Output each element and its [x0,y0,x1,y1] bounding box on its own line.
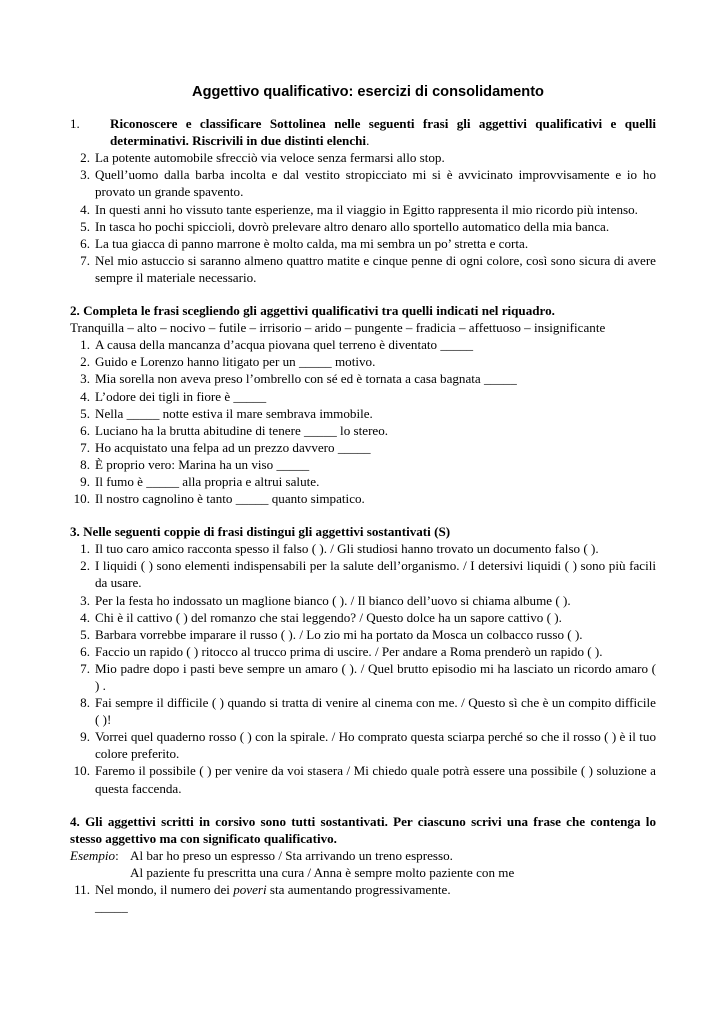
example-line-1 [70,847,656,864]
item-number: 3. [80,167,90,183]
item-number: 3. [80,371,90,387]
item-text-after: sta aumentando progressivamente. [266,882,451,898]
list-item [70,881,656,898]
item-text: Barbara vorrebbe imparare il russo ( ). / Lo zio mi ha portato da Mosca un colbacco russo ( ). [95,626,583,642]
item-text: Il nostro cagnolino è tanto _____ quanto simpatico. [95,491,365,507]
item-number: 2. [80,558,90,574]
list-item [70,694,656,728]
item-number: 5. [80,405,90,421]
list-item [70,166,656,200]
item-number: 2. [80,354,90,370]
word-box: Tranquilla – alto – nocivo – futile – irrisorio – arido – pungente – fradicia – affettuoso – insignificante [70,320,606,336]
list-item [70,218,656,235]
list-item [70,370,656,387]
item-text: Guido e Lorenzo hanno litigato per un _____ motivo. [95,354,376,370]
list-item [70,473,656,490]
item-number: 5. [80,626,90,642]
list-item [70,728,656,762]
section-4 [70,813,656,916]
item-text: Chi è il cattivo ( ) del romanzo che stai leggendo? / Questo dolce ha un sapore cattivo ( ). [95,609,562,625]
item-number: 1. [80,541,90,557]
item-text: Fai sempre il difficile ( ) quando si tratta di venire al cinema con me. / Questo sì che è un compito difficile ( )! [95,695,656,728]
item-number: 9. [80,473,90,489]
section-1-heading [70,115,656,149]
page-title: Aggettivo qualificativo: esercizi di consolidamento [192,84,544,100]
example-text-2: Al paziente fu prescritta una cura / Anna è sempre molto paziente con me [130,864,515,880]
list-item [70,235,656,252]
item-text: L’odore dei tigli in fiore è _____ [95,388,267,404]
item-number: 2. [80,150,90,166]
item-text: In tasca ho pochi spiccioli, dovrò prelevare altro denaro allo sportello automatico della mia banca. [95,218,610,234]
section-4-list [70,881,656,898]
example-label [70,847,119,864]
section-1-list [70,149,656,286]
item-text: Luciano ha la brutta abitudine di tenere _____ lo stereo. [95,422,389,438]
item-number: 8. [80,456,90,472]
item-text-before: Nel mondo, il numero dei [95,882,234,898]
section-2-heading [70,302,656,319]
item-text: La tua giacca di panno marrone è molto calda, ma mi sembra un po’ stretta e corta. [95,235,529,251]
section-4-heading: 4. Gli aggettivi scritti in corsivo sono tutti sostantivati. Per ciascuno scrivi una frase che contenga lo stesso aggettivo ma con significato qualificativo. [70,813,656,846]
item-number: 9. [80,729,90,745]
item-number: 4. [80,388,90,404]
list-item [70,456,656,473]
item-number: 6. [80,235,90,251]
list-item [70,643,656,660]
section-2-heading-text: . Completa le frasi scegliendo gli aggettivi qualificativi tra quelli indicati nel riquadro. [76,303,555,319]
list-item [70,149,656,166]
list-item [70,660,656,694]
list-item [70,762,656,796]
item-number: 5. [80,218,90,234]
list-item [70,592,656,609]
item-text: La potente automobile sfrecciò via veloce senza fermarsi allo stop. [95,150,445,166]
item-text: A causa della mancanza d’acqua piovana quel terreno è diventato _____ [95,337,474,353]
list-item [70,439,656,456]
example-label-text: Esempio [70,847,116,863]
item-text: I liquidi ( ) sono elementi indispensabili per la salute dell’organismo. / I detersivi liquidi ( ) sono più facili da usare. [95,558,656,591]
document-page [70,84,656,915]
item-number: 8. [80,695,90,711]
item-number: 6. [80,643,90,659]
italic-adjective: poveri [233,882,267,898]
list-item [70,336,656,353]
list-item [70,405,656,422]
item-number: 7. [80,660,90,676]
item-text: Per la festa ho indossato un maglione bianco ( ). / Il bianco dell’uovo si chiama albume ( ). [95,592,571,608]
section-1-heading-period: . [366,133,370,149]
item-number: 4. [80,201,90,217]
item-text: Vorrei quel quaderno rosso ( ) con la spirale. / Ho comprato questa sciarpa perché so che il rosso ( ) è il tuo colore preferito. [95,729,656,762]
item-number: 7. [80,252,90,268]
item-text: Nel mio astuccio si saranno almeno quattro matite e cinque penne di ogni colore, così sono sicura di avere sempre il materiale necessario. [95,252,656,285]
list-item [70,626,656,643]
item-text: In questi anni ho vissuto tante esperienze, ma il viaggio in Egitto rappresenta il mio ricordo più intenso. [95,201,638,217]
item-number: 10. [73,763,90,779]
section-1-heading-text: Riconoscere e classificare Sottolinea nelle seguenti frasi gli aggettivi qualificativi e quelli determinativi. Riscrivili in due distinti elenchi [110,116,656,149]
item-number: 3. [80,592,90,608]
item-text: Quell’uomo dalla barba incolta e dal vestito stropicciato mi si è avvicinato improvvisamente e io ho provato un grande spavento. [95,167,656,200]
item-text: Ho acquistato una felpa ad un prezzo davvero _____ [95,439,371,455]
item-text: Mia sorella non aveva preso l’ombrello con sé ed è tornata a casa bagnata _____ [95,371,517,387]
example-line-2 [70,864,656,881]
list-item [70,353,656,370]
item-number: 10. [73,491,90,507]
example-colon: : [115,847,119,863]
item-text: Faccio un rapido ( ) ritocco al trucco prima di uscire. / Per andare a Roma prenderò un rapido ( ). [95,643,603,659]
item-number: 7. [80,439,90,455]
item-text: Nella _____ notte estiva il mare sembrava immobile. [95,405,373,421]
list-item [70,388,656,405]
item-text: È proprio vero: Marina ha un viso _____ [95,456,310,472]
list-item [70,540,656,557]
list-item [70,422,656,439]
item-text: Il tuo caro amico racconta spesso il falso ( ). / Gli studiosi hanno trovato un documento falso ( ). [95,541,599,557]
item-text: Faremo il possibile ( ) per venire da voi stasera / Mi chiedo quale potrà essere una possibile ( ) soluzione a questa faccenda. [95,763,656,796]
example-text-1: Al bar ho preso un espresso / Sta arrivando un treno espresso. [130,847,453,863]
list-item [70,609,656,626]
list-item [70,252,656,286]
item-number: 11. [74,882,90,898]
section-3-list [70,540,656,796]
item-number: 4. [80,609,90,625]
list-item [70,490,656,507]
section-3-heading: 3. Nelle seguenti coppie di frasi distingui gli aggettivi sostantivati (S) [70,524,451,540]
section-1-number: 1. [70,116,80,132]
item-number: 6. [80,422,90,438]
list-item [70,557,656,591]
list-item [70,201,656,218]
section-2 [70,302,656,507]
item-number: 1. [80,337,90,353]
section-2-number: 2 [70,303,77,319]
section-3 [70,523,656,797]
section-2-list [70,336,656,507]
answer-blank[interactable]: _____ [95,899,128,915]
item-text: Il fumo è _____ alla propria e altrui salute. [95,473,320,489]
item-text: Mio padre dopo i pasti beve sempre un amaro ( ). / Quel brutto episodio mi ha lasciato un ricordo amaro ( ) . [95,660,656,693]
